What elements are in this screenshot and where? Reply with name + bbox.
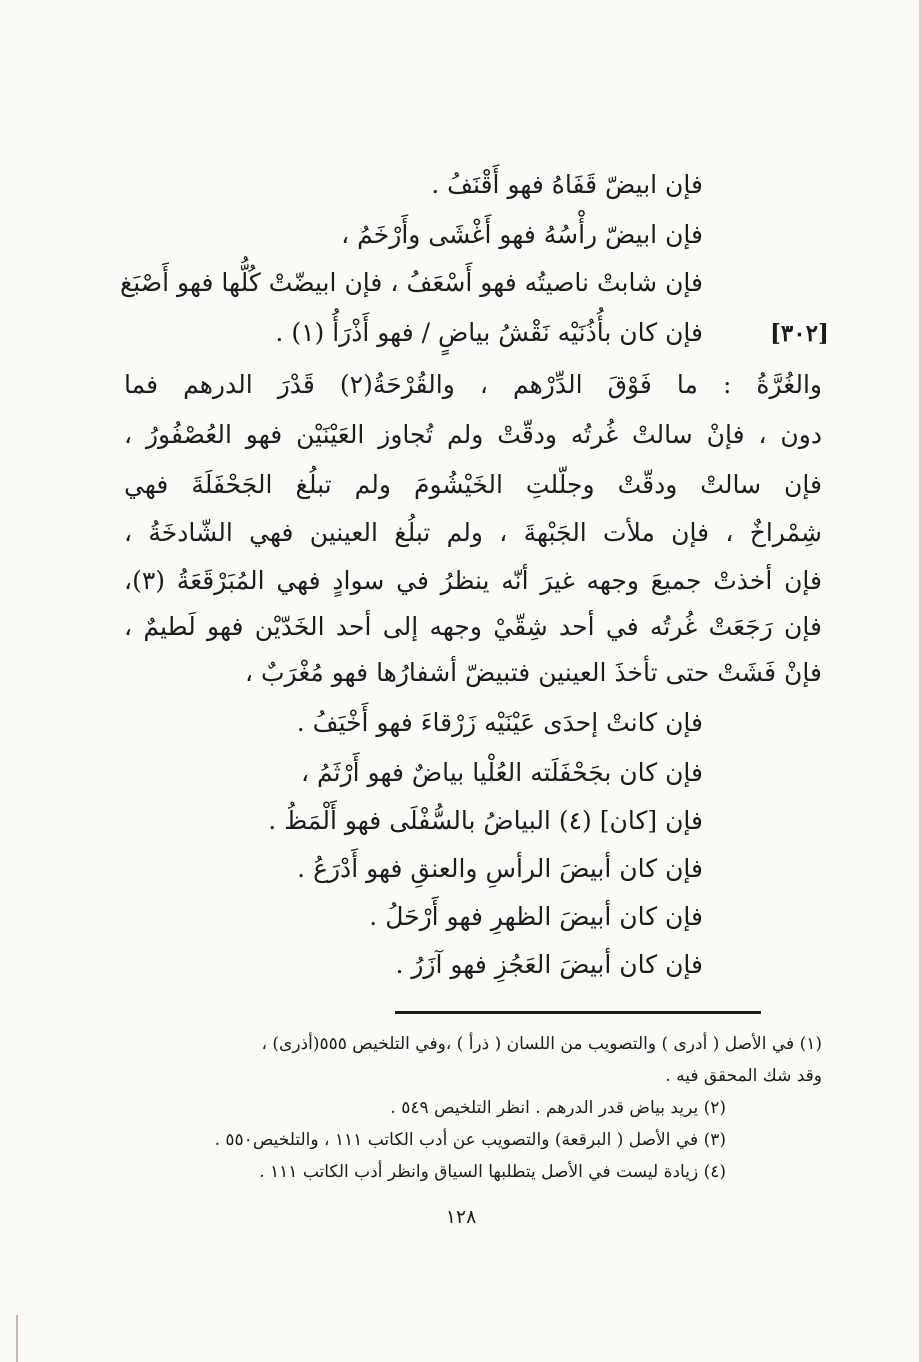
text-line: فإن كان أبيضَ الرأسِ والعنقِ فهو أَدْرَعُ . (297, 854, 703, 883)
section-marker: [٣٠٢] (770, 320, 829, 347)
text-line: دون ، فإنْ سالتْ غُرتُه ودقّتْ ولم تُجاوز العَيْنَيْن فهو العُصْفُورُ ، (124, 420, 822, 449)
text-line: فإن كان أبيضَ العَجُزِ فهو آزَرُ . (395, 950, 703, 979)
text-line: فإن كان بجَحْفَلَته العُلْيا بياضٌ فهو أَرْثَمُ ، (300, 758, 703, 787)
scan-edge (16, 1315, 18, 1362)
footnote: (٤) زيادة ليست في الأصل يتطلبها السياق وانظر أدب الكاتب ١١١ . (259, 1162, 726, 1182)
text-line: فإن شابتْ ناصيتُه فهو أَسْعَفُ ، فإن ابيضّتْ كُلُّها فهو أَصْبَغ (120, 268, 703, 297)
text-line: فإن رَجَعَتْ غُرتُه في أحد شِقّيْ وجهه إلى أحد الخَدّيْن فهو لَطيمٌ ، (124, 612, 822, 641)
text-line: فإن سالتْ ودقّتْ وجلّلتِ الخَيْشُومَ ولم تبلُغ الجَحْفَلَةَ فهي (124, 470, 822, 499)
footnote: (٢) يريد بياض قدر الدرهم . انظر التلخيص ٥٤٩ . (390, 1098, 726, 1118)
text-line: فإن كانتْ إحدَى عَيْنَيْه زَرْقاءَ فهو أَخْيَفُ . (296, 708, 703, 737)
footnote: (٣) في الأصل ( البرقعة) والتصويب عن أدب الكاتب ١١١ ، والتلخيص٥٥٠ . (214, 1130, 726, 1150)
text-line: والغُرَّةُ : ما فَوْقَ الدِّرْهم ، والقُرْحَةُ(٢) قَدْرَ الدرهم فما (124, 370, 822, 399)
text-line: شِمْراخٌ ، فإن ملأت الجَبْهةَ ، ولم تبلُغ العينين فهي الشّادخَةُ ، (124, 518, 822, 547)
text-line: فإن [كان] (٤) البياضُ بالسُّفْلَى فهو أَلْمَظُ . (268, 806, 703, 835)
footnote: (١) في الأصل ( أدرى ) والتصويب من اللسان ( ذرأ ) ،وفي التلخيص ٥٥٥(أذرى) ، (261, 1034, 822, 1054)
page-number: ١٢٨ (445, 1206, 477, 1228)
text-line: فإن كان أبيضَ الظهرِ فهو أَرْحَلُ . (369, 902, 703, 931)
text-line: فإنْ فَشَتْ حتى تأخذَ العينين فتبيضّ أشفارُها فهو مُغْرَبٌ ، (244, 658, 822, 687)
footnote-divider (395, 1011, 761, 1014)
text-line: فإن ابيضّ قَفَاهُ فهو أَقْنَفُ . (431, 170, 703, 199)
text-line: فإن أخذتْ جميعَ وجهه غيرَ أنّه ينظرُ في سوادٍ فهي المُبَرْقَعَةُ (٣)، (124, 566, 822, 595)
text-line: فإن ابيضّ رأْسُهُ فهو أَغْشَى وأَرْخَمُ ، (341, 220, 703, 249)
text-line: فإن كان بأُذُنَيْه نَقْشُ بياضٍ / فهو أَذْرَأُ (١) . (275, 318, 703, 347)
footnote: وقد شك المحقق فيه . (665, 1066, 822, 1086)
